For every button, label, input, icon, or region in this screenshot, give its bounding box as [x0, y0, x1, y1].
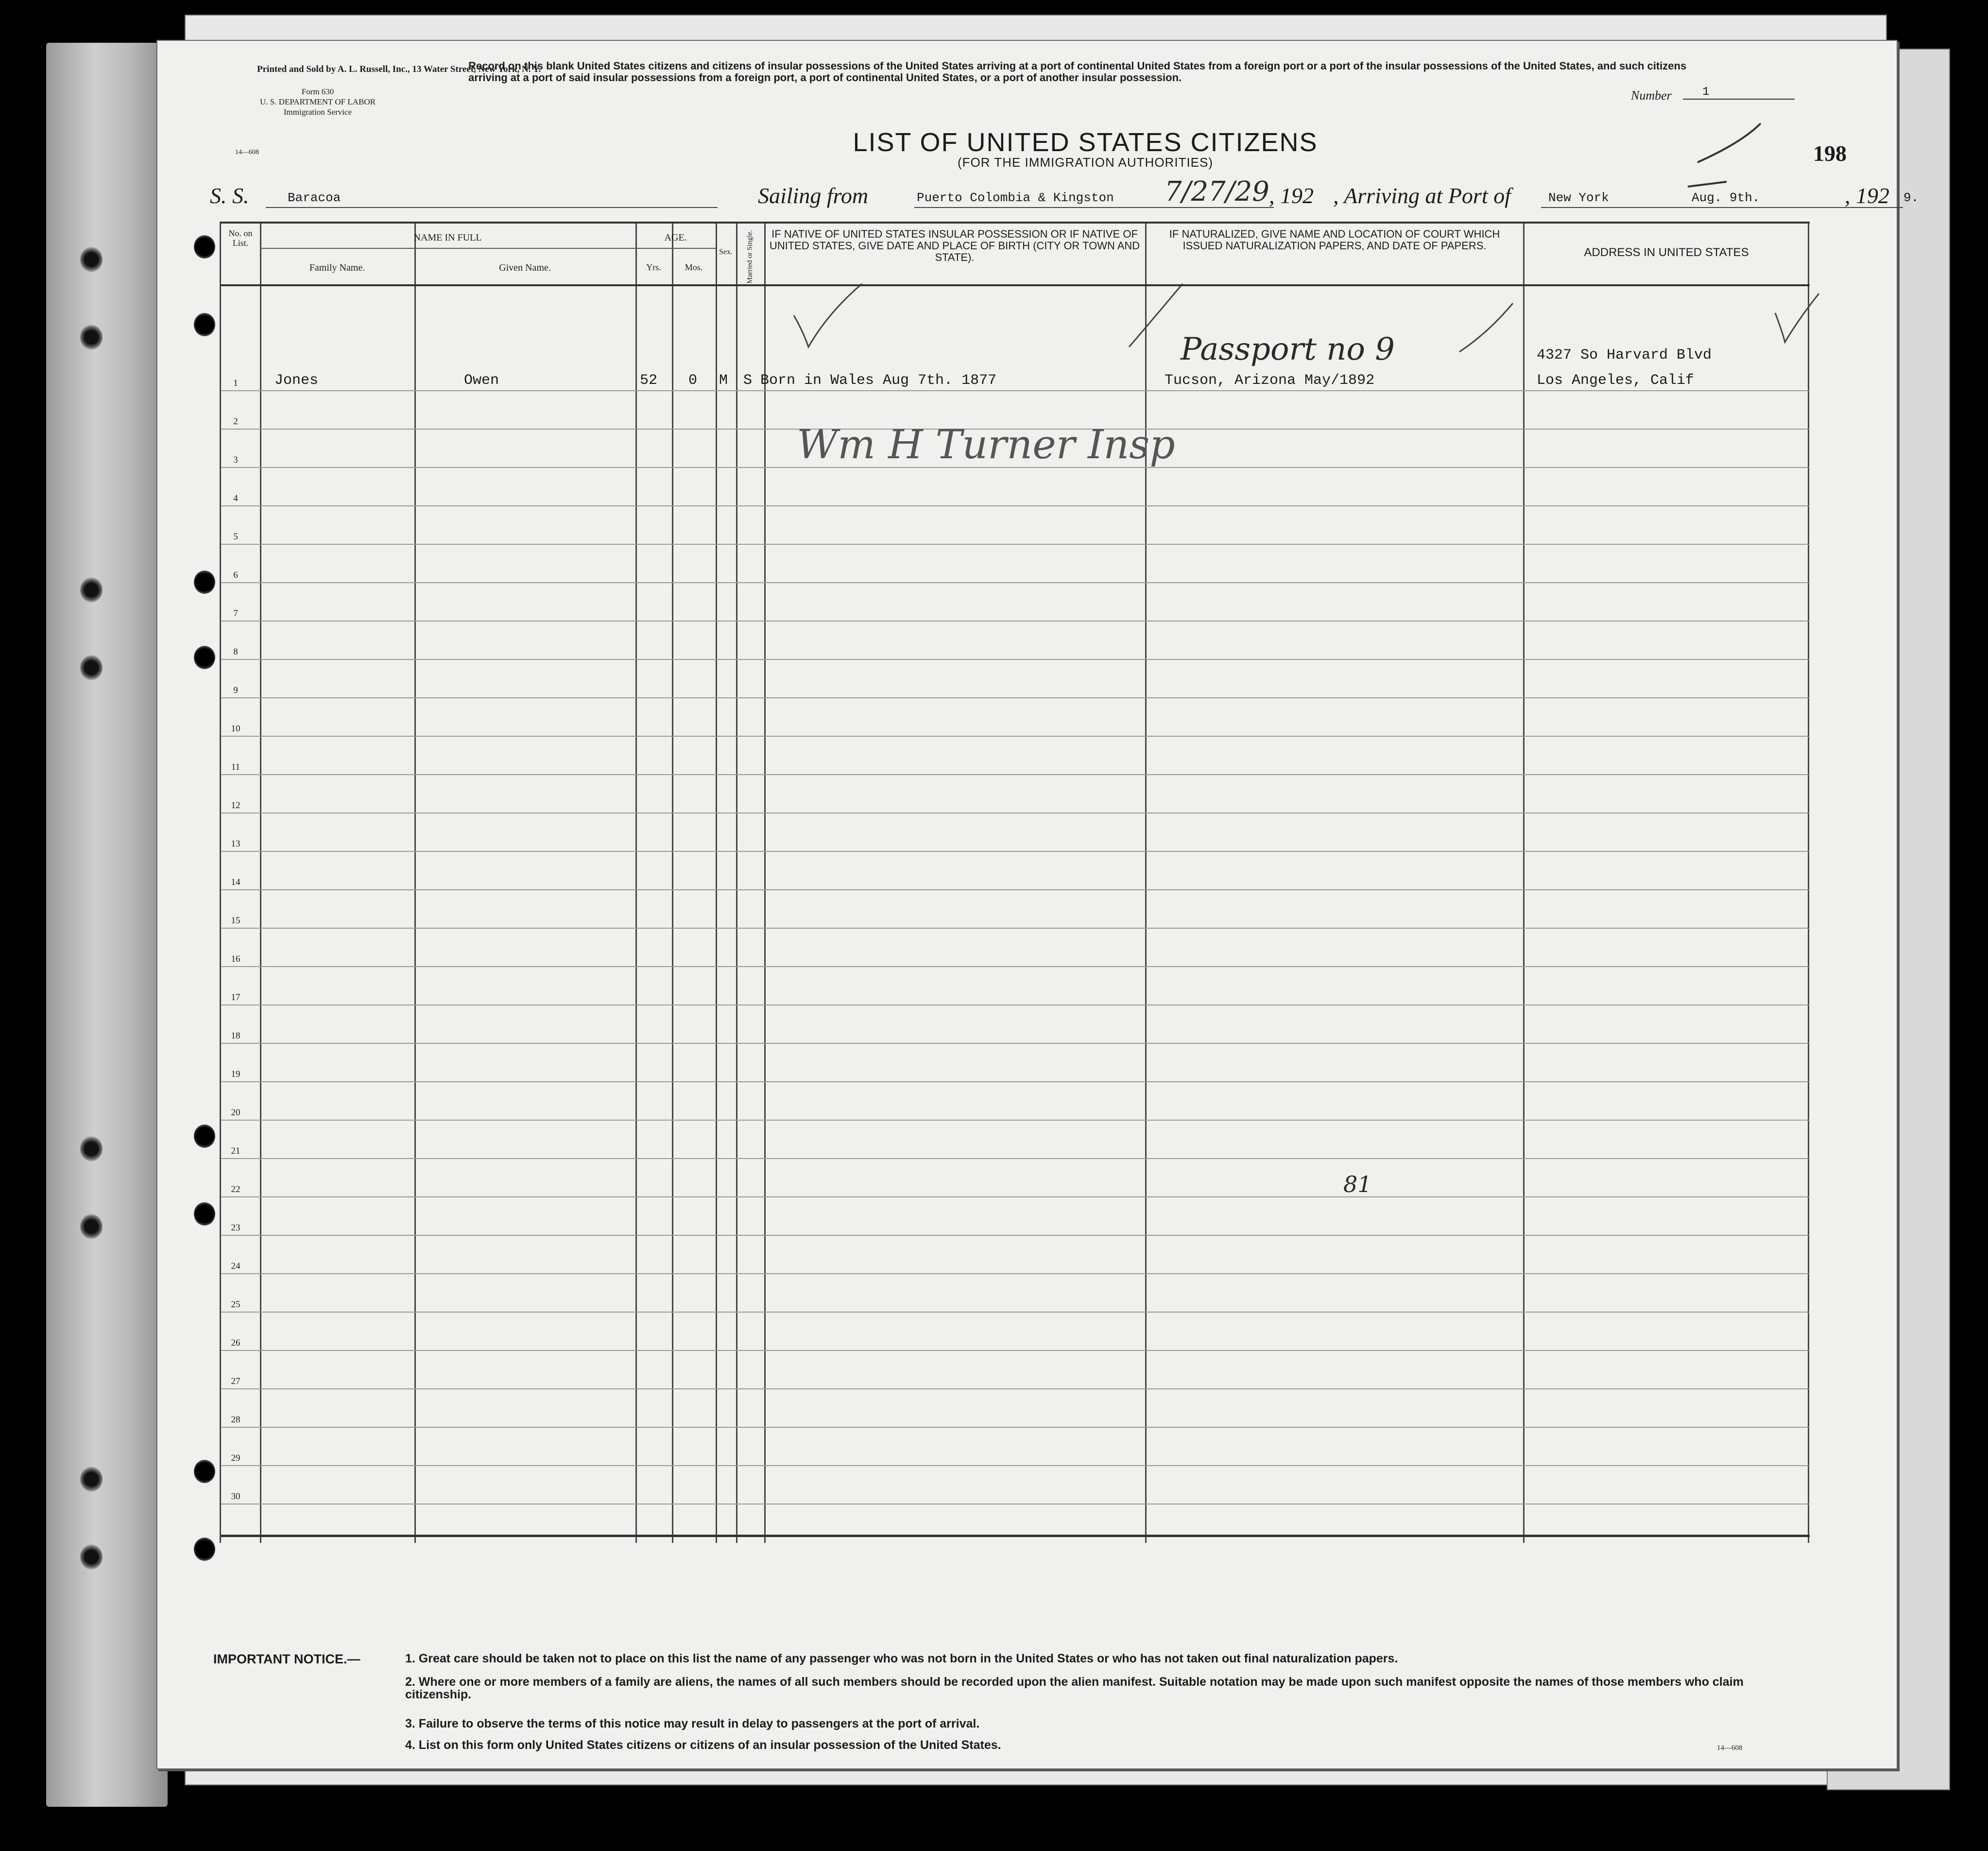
arrival-date: Aug. 9th. [1692, 190, 1760, 205]
age-years: 52 [640, 372, 658, 389]
number-label: Number [1631, 88, 1672, 103]
col-age: AGE. [664, 232, 687, 243]
row-number: 9 [233, 685, 238, 695]
naturalization-info: Tucson, Arizona May/1892 [1165, 372, 1375, 389]
col-birth: IF NATIVE OF UNITED STATES INSULAR POSSESSION OR IF NATIVE OF UNITED STATES, GIVE DATE AND PLACE OF BIRTH (CITY OR TOWN AND STATE). [769, 228, 1140, 263]
birth-info: Born in Wales Aug 7th. 1877 [760, 372, 997, 389]
arrival-port: New York [1548, 190, 1609, 205]
binder-hole [80, 1214, 103, 1239]
margin-number: 81 [1343, 1171, 1372, 1197]
binder-hole [80, 247, 103, 272]
col-mos: Mos. [685, 262, 703, 272]
row-number: 8 [233, 647, 238, 657]
row-number: 4 [233, 493, 238, 503]
sailing-label: Sailing from [758, 183, 869, 208]
col-naturalized: IF NATURALIZED, GIVE NAME AND LOCATION OF COURT WHICH ISSUED NATURALIZATION PAPERS, AND DATE OF PAPERS. [1169, 228, 1500, 252]
row-number: 1 [233, 378, 238, 388]
row-number: 19 [231, 1069, 240, 1079]
printer-credit: Printed and Sold by A. L. Russell, Inc., 13 Water Street, New York, N. Y. [257, 64, 541, 74]
row-number: 17 [231, 992, 240, 1003]
marital-status: S [743, 372, 753, 389]
row-number: 24 [231, 1261, 240, 1271]
notice-item: 4. List on this form only United States citizens or citizens of an insular possession of the United States. [405, 1738, 1001, 1752]
row-number: 21 [231, 1146, 240, 1156]
page-title: LIST OF UNITED STATES CITIZENS [853, 128, 1318, 157]
family-name: Jones [274, 372, 319, 389]
row-number: 13 [231, 839, 240, 849]
row-number: 28 [231, 1415, 240, 1425]
ship-name: Baracoa [288, 190, 341, 205]
year-prefix: , 192 [1269, 183, 1314, 208]
row-number: 3 [233, 455, 238, 465]
department-name: U. S. DEPARTMENT OF LABOR [260, 97, 376, 106]
page-number: 198 [1813, 141, 1847, 166]
col-given: Given Name. [499, 262, 551, 273]
binder-hole [80, 1467, 103, 1492]
notice-item: 3. Failure to observe the terms of this notice may result in delay to passengers at the port of arrival. [405, 1717, 980, 1730]
service-name: Immigration Service [283, 107, 352, 117]
row-number: 7 [233, 608, 238, 619]
binder-hole [80, 1136, 103, 1161]
row-number: 27 [231, 1376, 240, 1386]
binder-strip [46, 43, 168, 1807]
row-number: 22 [231, 1184, 240, 1194]
passport-handwritten: Passport no 9 [1181, 331, 1395, 367]
notice-item: 2. Where one or more members of a family are aliens, the names of all such members should be recorded upon the alien manifest. Suitable notation may be made upon such manifest opposite the names of those members who claim citizenship. [405, 1675, 1744, 1701]
address-line-2: Los Angeles, Calif [1537, 372, 1695, 389]
row-number: 5 [233, 532, 238, 542]
notice-heading: IMPORTANT NOTICE.— [213, 1652, 360, 1666]
binder-hole [80, 325, 103, 350]
ss-label: S. S. [210, 183, 249, 208]
col-yrs: Yrs. [646, 262, 661, 272]
binder-hole [80, 577, 103, 603]
row-number: 2 [233, 416, 238, 427]
form-number: Form 630 [301, 87, 334, 96]
col-no: No. on List. [228, 228, 253, 248]
row-number: 11 [231, 762, 240, 772]
address-line-1: 4327 So Harvard Blvd [1537, 347, 1712, 363]
row-number: 6 [233, 570, 238, 580]
form-code: 14—608 [235, 149, 259, 156]
row-number: 25 [231, 1299, 240, 1310]
manifest-form [156, 40, 1919, 1769]
row-number: 10 [231, 724, 240, 734]
col-sex: Sex. [719, 248, 733, 256]
age-months: 0 [688, 372, 698, 389]
arrival-year-digit: 9. [1903, 190, 1919, 205]
binder-hole [80, 655, 103, 680]
row-number: 20 [231, 1107, 240, 1118]
page-subtitle: (FOR THE IMMIGRATION AUTHORITIES) [957, 155, 1214, 170]
arrival-year-prefix: , 192 [1845, 183, 1889, 208]
row-number: 30 [231, 1491, 240, 1502]
col-name-in-full: NAME IN FULL [413, 232, 482, 243]
row-number: 12 [231, 800, 240, 811]
sex: M [719, 372, 728, 389]
arriving-label: , Arriving at Port of [1333, 183, 1511, 208]
record-instructions: Record on this blank United States citizens and citizens of insular possessions of the United States arriving at a port of continental United States from a foreign port or a port of the insular possessions of the United States, and such citizens arriving at a port of said insular possessions from a foreign port, a port of continental United States, or a port of another insular possession. [468, 60, 1687, 84]
number-value: 1 [1683, 86, 1795, 100]
col-family: Family Name. [309, 262, 365, 273]
footer-form-code: 14—608 [1717, 1744, 1743, 1752]
row-number: 15 [231, 916, 240, 926]
row-number: 23 [231, 1223, 240, 1233]
inspector-signature: Wm H Turner Insp [797, 422, 1175, 468]
row-number: 14 [231, 877, 240, 887]
binder-hole [80, 1544, 103, 1570]
notice-item: 1. Great care should be taken not to place on this list the name of any passenger who was not born in the United States or who has not taken out final naturalization papers. [405, 1652, 1398, 1665]
row-number: 29 [231, 1453, 240, 1463]
col-married: Married or Single. [746, 230, 754, 284]
sailing-from: Puerto Colombia & Kingston [917, 190, 1114, 205]
row-number: 18 [231, 1031, 240, 1041]
row-number: 16 [231, 954, 240, 964]
sailing-date: 7/27/29 [1165, 176, 1269, 208]
col-address: ADDRESS IN UNITED STATES [1584, 246, 1749, 259]
row-number: 26 [231, 1338, 240, 1348]
citizen-table [220, 222, 1810, 1543]
given-name: Owen [464, 372, 499, 389]
